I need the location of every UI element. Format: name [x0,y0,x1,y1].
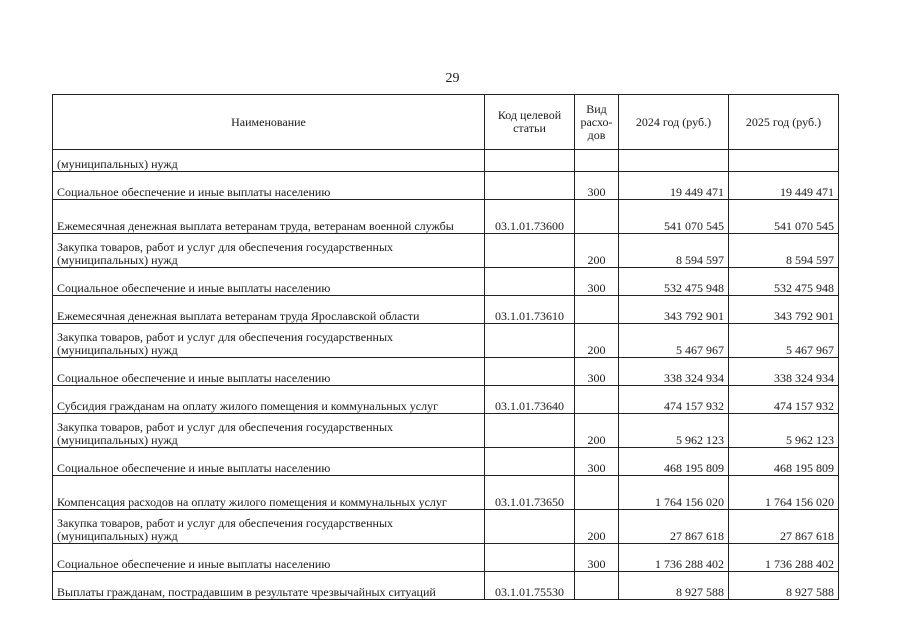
header-type: Вид расхо-дов [575,95,619,150]
cell-2025: 5 962 123 [729,414,839,448]
cell-type: 200 [575,414,619,448]
cell-code [485,150,575,172]
page-number: 29 [445,71,460,86]
cell-2025: 19 449 471 [729,172,839,200]
cell-name: Закупка товаров, работ и услуг для обеспечения государственных (муниципальных) нужд [53,510,485,544]
table-row [53,414,839,448]
header-code: Код целевой статьи [485,95,575,150]
cell-name: Субсидия гражданам на оплату жилого помещения и коммунальных услуг [53,386,485,414]
cell-type: 300 [575,172,619,200]
table-row [53,358,839,386]
cell-type: 200 [575,234,619,268]
cell-2025: 338 324 934 [729,358,839,386]
cell-2024: 8 594 597 [619,234,729,268]
cell-code: 03.1.01.73650 [485,476,575,510]
cell-name: Ежемесячная денежная выплата ветеранам труда, ветеранам военной службы [53,200,485,234]
table-row [53,572,839,600]
table-row [53,234,839,268]
cell-type [575,200,619,234]
cell-2025: 532 475 948 [729,268,839,296]
cell-2024: 474 157 932 [619,386,729,414]
cell-2024: 343 792 901 [619,296,729,324]
cell-2024: 19 449 471 [619,172,729,200]
table-row [53,544,839,572]
cell-code [485,358,575,386]
table-row [53,150,839,172]
cell-code [485,510,575,544]
cell-2024: 468 195 809 [619,448,729,476]
cell-name: Социальное обеспечение и иные выплаты населению [53,544,485,572]
header-2025: 2025 год (руб.) [729,95,839,150]
cell-2025: 468 195 809 [729,448,839,476]
table-row [53,200,839,234]
cell-code: 03.1.01.75530 [485,572,575,600]
cell-name: Социальное обеспечение и иные выплаты населению [53,268,485,296]
table-row [53,324,839,358]
cell-type: 300 [575,358,619,386]
cell-type [575,296,619,324]
cell-code [485,448,575,476]
cell-type: 200 [575,324,619,358]
cell-code: 03.1.01.73610 [485,296,575,324]
cell-type: 300 [575,268,619,296]
cell-2025: 27 867 618 [729,510,839,544]
cell-name: Социальное обеспечение и иные выплаты населению [53,448,485,476]
cell-type: 200 [575,510,619,544]
cell-2025: 541 070 545 [729,200,839,234]
cell-2024 [619,150,729,172]
cell-type [575,572,619,600]
cell-2024: 27 867 618 [619,510,729,544]
cell-2025: 8 927 588 [729,572,839,600]
cell-2024: 1 764 156 020 [619,476,729,510]
cell-type [575,476,619,510]
cell-name: Компенсация расходов на оплату жилого помещения и коммунальных услуг [53,476,485,510]
cell-2025: 1 736 288 402 [729,544,839,572]
cell-2024: 8 927 588 [619,572,729,600]
cell-code [485,268,575,296]
budget-table [52,94,839,600]
cell-name: Закупка товаров, работ и услуг для обеспечения государственных (муниципальных) нужд [53,234,485,268]
cell-name: Социальное обеспечение и иные выплаты населению [53,172,485,200]
cell-code [485,324,575,358]
table-header-row [53,95,839,150]
cell-type [575,386,619,414]
cell-code [485,544,575,572]
cell-code: 03.1.01.73600 [485,200,575,234]
table-row [53,268,839,296]
cell-2025: 343 792 901 [729,296,839,324]
table-row [53,386,839,414]
header-name: Наименование [53,95,485,150]
header-2024: 2024 год (руб.) [619,95,729,150]
cell-code [485,414,575,448]
cell-code [485,234,575,268]
cell-2024: 5 962 123 [619,414,729,448]
cell-name: Закупка товаров, работ и услуг для обеспечения государственных (муниципальных) нужд [53,414,485,448]
cell-name: Выплаты гражданам, пострадавшим в результате чрезвычайных ситуаций [53,572,485,600]
cell-2024: 338 324 934 [619,358,729,386]
cell-2025: 8 594 597 [729,234,839,268]
cell-2025: 474 157 932 [729,386,839,414]
cell-type [575,150,619,172]
cell-type: 300 [575,544,619,572]
cell-type: 300 [575,448,619,476]
cell-name: (муниципальных) нужд [53,150,485,172]
cell-2025 [729,150,839,172]
cell-name: Закупка товаров, работ и услуг для обеспечения государственных (муниципальных) нужд [53,324,485,358]
table-row [53,296,839,324]
table-row [53,448,839,476]
cell-2024: 532 475 948 [619,268,729,296]
cell-name: Ежемесячная денежная выплата ветеранам труда Ярославской области [53,296,485,324]
cell-code: 03.1.01.73640 [485,386,575,414]
table-row [53,172,839,200]
table-row [53,510,839,544]
cell-name: Социальное обеспечение и иные выплаты населению [53,358,485,386]
cell-2024: 541 070 545 [619,200,729,234]
cell-2024: 5 467 967 [619,324,729,358]
cell-2024: 1 736 288 402 [619,544,729,572]
cell-2025: 1 764 156 020 [729,476,839,510]
table-row [53,476,839,510]
cell-code [485,172,575,200]
cell-2025: 5 467 967 [729,324,839,358]
